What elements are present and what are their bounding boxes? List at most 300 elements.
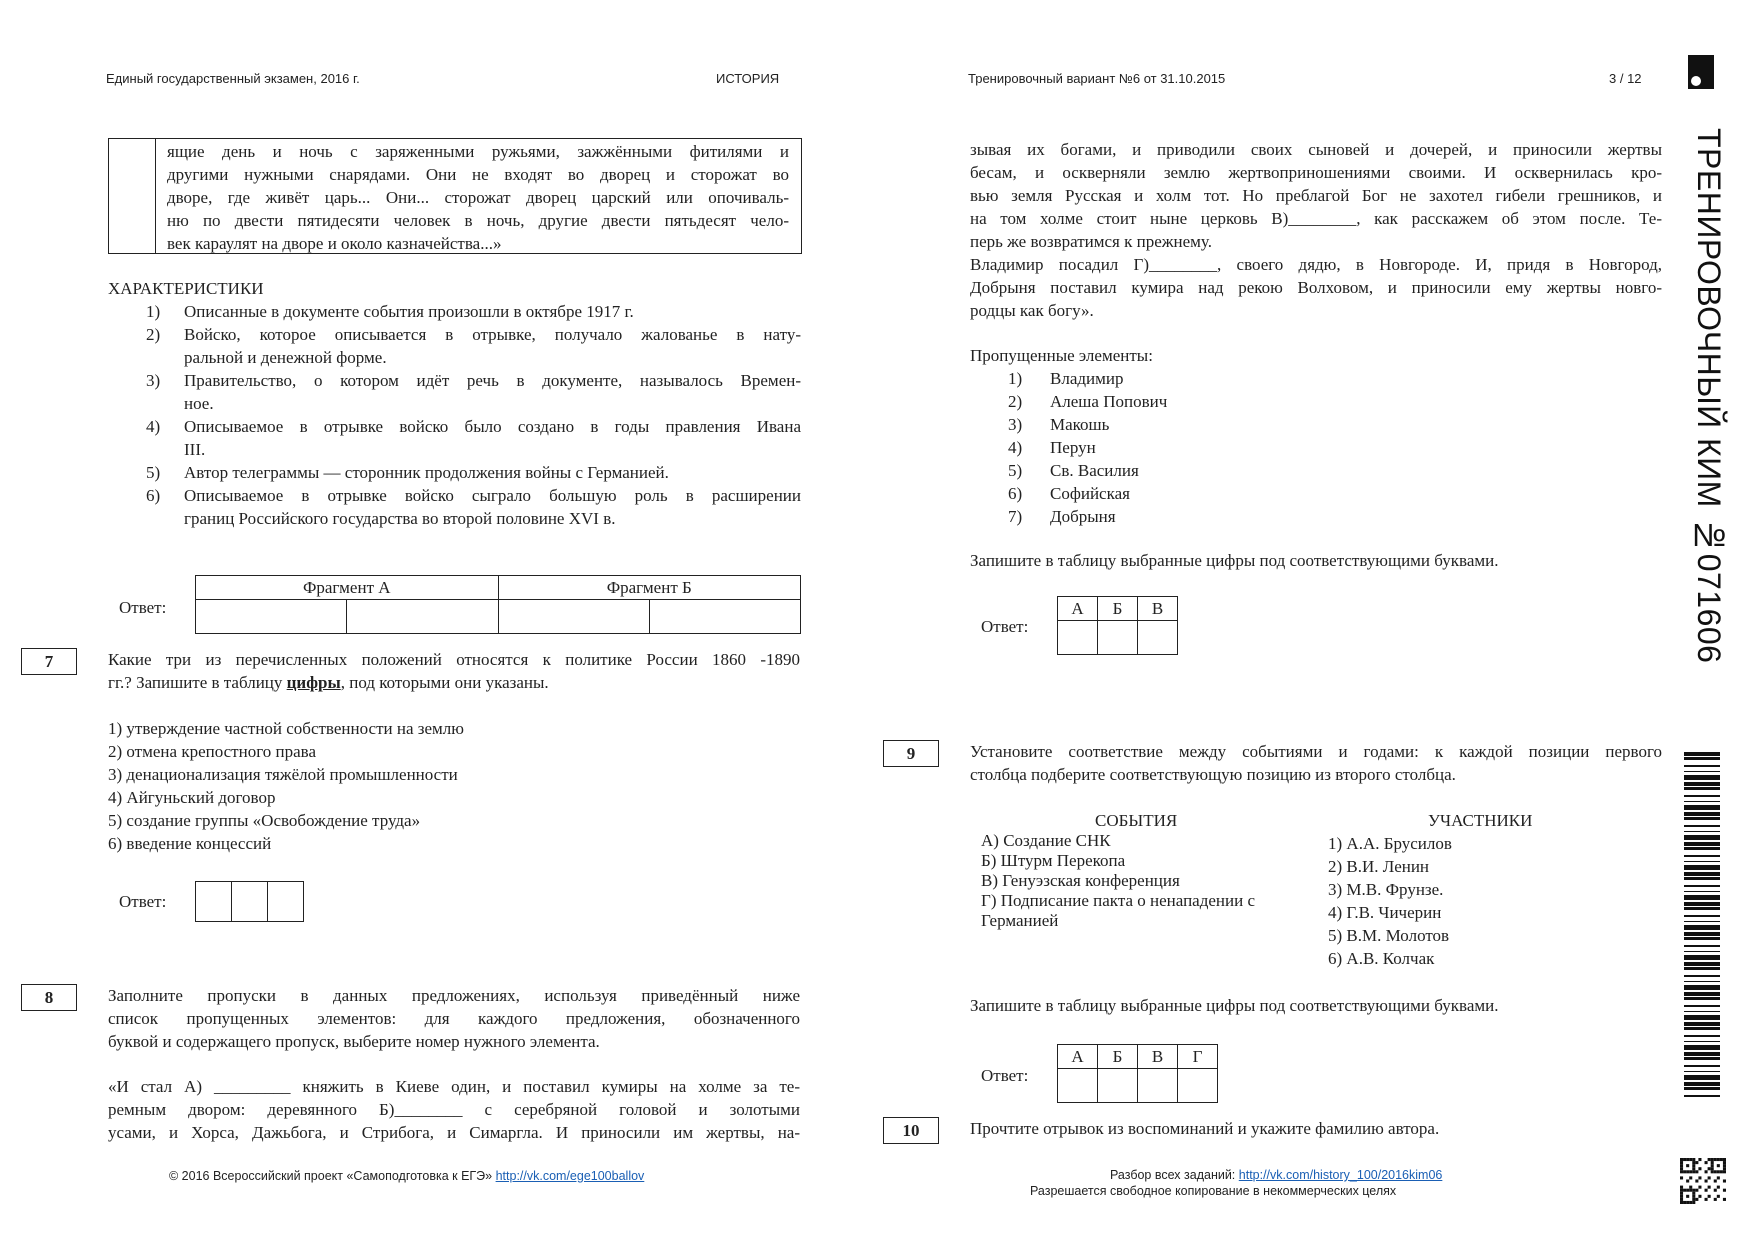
qr-cell xyxy=(1720,1170,1723,1173)
answer-cell[interactable] xyxy=(1178,1069,1218,1103)
answer-cell[interactable] xyxy=(268,882,304,922)
answer-cell[interactable] xyxy=(196,600,347,634)
quote-text xyxy=(167,140,789,255)
qr-cells xyxy=(1680,1158,1726,1204)
barcode-bar xyxy=(1684,817,1720,820)
qr-cell xyxy=(1723,1167,1726,1170)
qr-code xyxy=(1680,1158,1726,1204)
q7-option: 2) отмена крепостного права xyxy=(108,742,317,761)
q8-text-line: вью земля Русская и холм тот. Но преблагой Бог не захотел гибели грешников, и xyxy=(970,186,1662,205)
qr-cell xyxy=(1695,1170,1698,1173)
barcode-bar xyxy=(1684,771,1720,772)
item-number: 5) xyxy=(1008,461,1023,480)
q9-prompt-line: столбца подберите соответствующую позицию из второго столбца. xyxy=(970,765,1456,784)
qr-cell xyxy=(1680,1164,1683,1167)
item-text: Добрыня xyxy=(1050,507,1116,526)
qr-cell xyxy=(1680,1176,1683,1179)
q9-answer-label: Ответ: xyxy=(981,1066,1029,1085)
qr-cell xyxy=(1686,1179,1689,1182)
qr-cell xyxy=(1708,1195,1711,1198)
barcode-bar xyxy=(1684,985,1720,990)
item-number: 6) xyxy=(1008,484,1023,503)
characteristic-item xyxy=(146,369,801,415)
item-text: Софийская xyxy=(1050,484,1130,503)
footer-left xyxy=(169,1169,644,1183)
answer-cell[interactable] xyxy=(347,600,498,634)
barcode-bar xyxy=(1684,825,1720,827)
q8-text-line: на том холме стоит ныне церковь В)________, как расскажем об этом после. Те- xyxy=(970,209,1662,228)
qr-cell xyxy=(1695,1161,1698,1164)
qr-cell xyxy=(1686,1170,1689,1173)
answer-letter: В xyxy=(1138,597,1178,621)
q7-option: 6) введение концессий xyxy=(108,834,272,853)
barcode-bar xyxy=(1684,1095,1720,1097)
item-text: Описанные в документе события произошли в октябре 1917 г. xyxy=(184,302,634,321)
qr-cell xyxy=(1708,1186,1711,1189)
item-text: Описываемое в отрывке войско было создано в годы правления Ивана xyxy=(184,417,801,436)
barcode-bar xyxy=(1684,1035,1720,1037)
item-text: Владимир xyxy=(1050,369,1124,388)
barcode-bar xyxy=(1684,1082,1720,1086)
q7-answer-label: Ответ: xyxy=(119,892,167,911)
qr-cell xyxy=(1683,1201,1686,1204)
item-number: 2) xyxy=(146,325,161,344)
qr-cell xyxy=(1689,1186,1692,1189)
qr-cell xyxy=(1698,1195,1701,1198)
qr-cell xyxy=(1680,1198,1683,1201)
question-number-10: 10 xyxy=(883,1117,939,1144)
barcode-bar xyxy=(1684,842,1720,846)
q7-prompt-line xyxy=(108,671,800,694)
barcode-bar xyxy=(1684,1041,1720,1042)
q9-participant: 2) В.И. Ленин xyxy=(1328,857,1430,876)
qr-cell xyxy=(1720,1158,1723,1161)
q8-prompt-line: буквой и содержащего пропуск, выберите номер нужного элемента. xyxy=(108,1032,600,1051)
qr-cell xyxy=(1705,1179,1708,1182)
qr-cell xyxy=(1705,1189,1708,1192)
q7-prompt-line: Какие три из перечисленных положений относятся к политике России 1860 -1890 xyxy=(108,650,800,669)
barcode-bar xyxy=(1684,1075,1720,1080)
qr-cell xyxy=(1692,1198,1695,1201)
barcode-bar xyxy=(1684,1087,1720,1090)
barcode-bar xyxy=(1684,787,1720,790)
q8-missing-item xyxy=(1008,436,1167,459)
qr-cell xyxy=(1692,1192,1695,1195)
item-text: Автор телеграммы — сторонник продолжения войны с Германией. xyxy=(184,463,669,482)
qr-cell xyxy=(1689,1170,1692,1173)
q9-event: Б) Штурм Перекопа xyxy=(981,851,1126,870)
characteristics-heading: ХАРАКТЕРИСТИКИ xyxy=(108,279,264,298)
qr-cell xyxy=(1698,1167,1701,1170)
qr-cell xyxy=(1686,1158,1689,1161)
qr-cell xyxy=(1705,1161,1708,1164)
q9-event: Г) Подписание пакта о ненападении с xyxy=(981,891,1256,910)
qr-cell xyxy=(1714,1158,1717,1161)
barcode-bar xyxy=(1684,831,1720,832)
fragment-b-header: Фрагмент Б xyxy=(498,576,801,600)
barcode-bar xyxy=(1684,1045,1720,1050)
barcode-bar xyxy=(1684,962,1720,966)
barcode-bar xyxy=(1684,932,1720,936)
q8-text-line: перь же возвратимся к прежнему. xyxy=(970,232,1212,251)
barcode-bar xyxy=(1684,765,1720,767)
item-number: 3) xyxy=(1008,415,1023,434)
qr-cell xyxy=(1714,1170,1717,1173)
quote-box xyxy=(108,138,802,254)
item-number: 3) xyxy=(146,371,161,390)
barcode-bar xyxy=(1684,975,1720,977)
qr-cell xyxy=(1711,1164,1714,1167)
barcode-bar xyxy=(1684,861,1720,862)
qr-cell xyxy=(1708,1158,1711,1161)
q9-prompt-line: Установите соответствие между событиями и годами: к каждой позиции первого xyxy=(970,742,1662,761)
question-number-8: 8 xyxy=(21,984,77,1011)
item-text: Перун xyxy=(1050,438,1096,457)
characteristic-item xyxy=(146,461,801,484)
q8-text-left xyxy=(108,1075,800,1144)
qr-cell xyxy=(1723,1198,1726,1201)
q7-prompt-post: , под которыми они указаны. xyxy=(340,673,549,692)
item-number: 4) xyxy=(1008,438,1023,457)
q7-prompt xyxy=(108,648,800,694)
qr-cell xyxy=(1717,1195,1720,1198)
barcode-bar xyxy=(1684,1057,1720,1060)
barcode-bar xyxy=(1684,992,1720,996)
q8-answer-label: Ответ: xyxy=(981,617,1029,636)
barcode-bar xyxy=(1684,902,1720,906)
qr-cell xyxy=(1695,1189,1698,1192)
item-text: Войско, которое описывается в отрывке, получало жалованье в нату- xyxy=(184,325,801,344)
corner-marker xyxy=(1688,55,1714,89)
barcode-bar xyxy=(1684,1052,1720,1056)
qr-cell xyxy=(1686,1189,1689,1192)
qr-cell xyxy=(1680,1189,1683,1192)
qr-cell xyxy=(1692,1161,1695,1164)
qr-cell xyxy=(1717,1176,1720,1179)
q9-participant: 1) А.А. Брусилов xyxy=(1328,834,1452,853)
q8-missing-item xyxy=(1008,413,1167,436)
barcode-bar xyxy=(1684,812,1720,816)
answer-letter: Б xyxy=(1098,1045,1138,1069)
footer-right-link[interactable]: http://vk.com/history_100/2016kim06 xyxy=(1238,1168,1443,1182)
barcode-bar xyxy=(1684,1065,1720,1067)
q7-prompt-pre: гг.? Запишите в таблицу xyxy=(108,673,287,692)
qr-cell xyxy=(1717,1164,1720,1167)
qr-cell xyxy=(1714,1179,1717,1182)
qr-cell xyxy=(1698,1176,1701,1179)
barcode-lines xyxy=(1684,752,1720,1097)
qr-cell xyxy=(1692,1164,1695,1167)
item-text: Правительство, о котором идёт речь в документе, называлось Времен- xyxy=(184,371,801,390)
quote-line: век караулят на дворе и около казначейства...» xyxy=(167,234,502,253)
answer-cell[interactable] xyxy=(1058,1069,1098,1103)
quote-line: ню по двести пятидесяти человек в ночь, другие двести пятьдесят чело- xyxy=(167,211,789,230)
qr-cell xyxy=(1689,1189,1692,1192)
barcode-bar xyxy=(1684,1027,1720,1030)
q8-text-line: Добрыня поставил кумира над рекою Волховом, и приносили ему жертвы новго- xyxy=(970,278,1662,297)
item-number: 1) xyxy=(1008,369,1023,388)
q9-answer-table xyxy=(1057,1044,1218,1103)
q7-option: 1) утверждение частной собственности на землю xyxy=(108,719,464,738)
characteristic-item xyxy=(146,323,801,369)
qr-cell xyxy=(1683,1158,1686,1161)
answer-cell[interactable] xyxy=(1058,621,1098,655)
barcode-bar xyxy=(1684,775,1720,780)
q9-participants-heading: УЧАСТНИКИ xyxy=(1428,811,1533,830)
q9-event: А) Создание СНК xyxy=(981,831,1111,850)
footer-copy-note: Разрешается свободное копирование в некоммерческих целях xyxy=(1030,1184,1397,1198)
q8-text-line: усами, и Хорса, Дажьбога, и Стрибога, и Симаргла. И приносили им жертвы, на- xyxy=(108,1123,800,1142)
answer-cell[interactable] xyxy=(196,882,232,922)
answer-letter: В xyxy=(1138,1045,1178,1069)
fragment-a-header: Фрагмент А xyxy=(196,576,499,600)
qr-cell xyxy=(1695,1179,1698,1182)
q8-missing-item xyxy=(1008,459,1167,482)
barcode-bar xyxy=(1684,955,1720,960)
q9-event: Германией xyxy=(981,911,1059,930)
q7-answer-table xyxy=(195,881,304,922)
barcode-bar xyxy=(1684,1022,1720,1026)
qr-cell xyxy=(1683,1189,1686,1192)
qr-cell xyxy=(1680,1195,1683,1198)
barcode-bar xyxy=(1684,782,1720,786)
side-title: ТРЕНИРОВОЧНЫЙ КИМ №071606 xyxy=(1691,128,1727,664)
qr-cell xyxy=(1714,1198,1717,1201)
qr-cell xyxy=(1680,1170,1683,1173)
item-number: 1) xyxy=(146,302,161,321)
q7-option: 3) денационализация тяжёлой промышленности xyxy=(108,765,458,784)
answer-cell[interactable] xyxy=(232,882,268,922)
q9-events-heading: СОБЫТИЯ xyxy=(1095,811,1178,830)
barcode-bar xyxy=(1684,1015,1720,1020)
qr-cell xyxy=(1705,1170,1708,1173)
answer-cell[interactable] xyxy=(1098,621,1138,655)
q9-participant: 6) А.В. Колчак xyxy=(1328,949,1435,968)
barcode-bar xyxy=(1684,945,1720,947)
qr-cell xyxy=(1680,1192,1683,1195)
barcode-bar xyxy=(1684,1011,1720,1012)
barcode-bar xyxy=(1684,795,1720,797)
qr-cell xyxy=(1680,1201,1683,1204)
q9-events xyxy=(981,831,1255,931)
qr-cell xyxy=(1689,1176,1692,1179)
q7-option: 4) Айгуньский договор xyxy=(108,788,276,807)
answer-cell[interactable] xyxy=(498,600,649,634)
item-text: Макошь xyxy=(1050,415,1110,434)
qr-cell xyxy=(1708,1167,1711,1170)
barcode-bar xyxy=(1684,865,1720,870)
q10-prompt: Прочтите отрывок из воспоминаний и укажите фамилию автора. xyxy=(970,1119,1440,1138)
quote-line: ящие день и ночь с заряженными ружьями, зажжёнными фитилями и xyxy=(167,142,789,161)
answer-cell[interactable] xyxy=(1138,1069,1178,1103)
q8-text-line: Владимир посадил Г)________, своего дядю, в Новгороде. И, придя в Новгород, xyxy=(970,255,1662,274)
barcode-bar xyxy=(1684,921,1720,922)
qr-cell xyxy=(1680,1186,1683,1189)
qr-cell xyxy=(1689,1158,1692,1161)
item-number: 5) xyxy=(146,463,161,482)
barcode-bar xyxy=(1684,997,1720,1000)
answer-cell[interactable] xyxy=(649,600,800,634)
header-exam-title: Единый государственный экзамен, 2016 г. xyxy=(106,71,360,86)
item-number: 7) xyxy=(1008,507,1023,526)
item-text: границ Российского государства во второй половине XVI в. xyxy=(184,509,616,528)
qr-cell xyxy=(1692,1189,1695,1192)
barcode-bar xyxy=(1684,757,1720,760)
q8-missing-item xyxy=(1008,482,1167,505)
item-text: Описываемое в отрывке войско сыграло большую роль в расширении xyxy=(184,486,801,505)
qr-cell xyxy=(1692,1158,1695,1161)
qr-cell xyxy=(1686,1195,1689,1198)
item-number: 2) xyxy=(1008,392,1023,411)
barcode-bar xyxy=(1684,891,1720,892)
qr-cell xyxy=(1717,1158,1720,1161)
characteristic-item xyxy=(146,415,801,461)
qr-cell xyxy=(1698,1186,1701,1189)
qr-cell xyxy=(1723,1161,1726,1164)
characteristic-item xyxy=(146,484,801,530)
qr-cell xyxy=(1723,1164,1726,1167)
barcode-bar xyxy=(1684,801,1720,802)
corner-marker-dot xyxy=(1691,76,1701,86)
q9-participant: 3) М.В. Фрунзе. xyxy=(1328,880,1444,899)
q8-instruction: Запишите в таблицу выбранные цифры под соответствующими буквами. xyxy=(970,551,1499,570)
answer-letter: А xyxy=(1058,597,1098,621)
barcode-bar xyxy=(1684,1071,1720,1072)
q9-event: В) Генуэзская конференция xyxy=(981,871,1180,890)
characteristics-list xyxy=(146,300,801,530)
qr-cell xyxy=(1683,1170,1686,1173)
qr-cell xyxy=(1711,1170,1714,1173)
q8-missing-list xyxy=(1008,367,1167,528)
answer-letter: Г xyxy=(1178,1045,1218,1069)
item-number: 6) xyxy=(146,486,161,505)
barcode-bar xyxy=(1684,805,1720,810)
question-number-7: 7 xyxy=(21,648,77,675)
q7-prompt-bold: цифры xyxy=(286,673,341,692)
qr-cell xyxy=(1723,1158,1726,1161)
qr-cell xyxy=(1692,1195,1695,1198)
qr-cell xyxy=(1723,1179,1726,1182)
barcode-bar xyxy=(1684,907,1720,910)
qr-cell xyxy=(1711,1161,1714,1164)
q8-missing-heading: Пропущенные элементы: xyxy=(970,346,1153,365)
qr-cell xyxy=(1723,1189,1726,1192)
barcode-bar xyxy=(1684,981,1720,982)
qr-cell xyxy=(1692,1170,1695,1173)
barcode-bar xyxy=(1684,835,1720,840)
qr-cell xyxy=(1686,1201,1689,1204)
qr-cell xyxy=(1711,1158,1714,1161)
qr-cell xyxy=(1692,1167,1695,1170)
qr-cell xyxy=(1714,1189,1717,1192)
item-number: 4) xyxy=(146,417,161,436)
q8-prompt-line: Заполните пропуски в данных предложениях, используя приведённый ниже xyxy=(108,986,800,1005)
answer-cell[interactable] xyxy=(1098,1069,1138,1103)
q7-options xyxy=(108,717,464,855)
qr-cell xyxy=(1705,1198,1708,1201)
q8-prompt-line: список пропущенных элементов: для каждого предложения, обозначенного xyxy=(108,1009,800,1028)
qr-cell xyxy=(1686,1164,1689,1167)
q8-prompt xyxy=(108,984,800,1053)
footer-right-text: Разбор всех заданий: xyxy=(1110,1168,1239,1182)
item-text: Св. Василия xyxy=(1050,461,1139,480)
answer-letter: Б xyxy=(1098,597,1138,621)
q8-missing-item xyxy=(1008,367,1167,390)
quote-line: другими нужными снарядами. Они не входят во дворец и сторожат во xyxy=(167,165,789,184)
barcode-bar xyxy=(1684,877,1720,880)
footer-left-link[interactable]: http://vk.com/ege100ballov xyxy=(495,1169,645,1183)
barcode-bar xyxy=(1684,895,1720,900)
qr-cell xyxy=(1680,1167,1683,1170)
fragment-answer-table xyxy=(195,575,801,634)
q8-answer-table xyxy=(1057,596,1178,655)
barcode-bar xyxy=(1684,937,1720,940)
q8-missing-item xyxy=(1008,505,1167,528)
item-text: III. xyxy=(184,440,206,459)
barcode-bar xyxy=(1684,951,1720,952)
barcode-bar xyxy=(1684,925,1720,930)
qr-cell xyxy=(1698,1158,1701,1161)
footer-left-text: © 2016 Всероссийский проект «Самоподготовка к ЕГЭ» xyxy=(169,1169,496,1183)
quote-box-divider xyxy=(155,139,156,253)
q8-text-line: бесам, и оскверняли землю жертвоприношениями своими. И осквернилась кро- xyxy=(970,163,1662,182)
qr-cell xyxy=(1708,1176,1711,1179)
qr-cell xyxy=(1680,1161,1683,1164)
header-page-number: 3 / 12 xyxy=(1609,71,1642,86)
q8-text-line: ремным двором: деревянного Б)________ с серебряной головой и золотыми xyxy=(108,1100,800,1119)
qr-cell xyxy=(1723,1170,1726,1173)
barcode-bar xyxy=(1684,885,1720,887)
answer-cell[interactable] xyxy=(1138,621,1178,655)
footer-right xyxy=(1110,1168,1442,1182)
barcode-bar xyxy=(1684,872,1720,876)
barcode-bar xyxy=(1684,847,1720,850)
q9-participant: 4) Г.В. Чичерин xyxy=(1328,903,1442,922)
q9-participant: 5) В.М. Молотов xyxy=(1328,926,1450,945)
header-variant: Тренировочный вариант №6 от 31.10.2015 xyxy=(968,71,1226,86)
qr-cell xyxy=(1692,1201,1695,1204)
q8-text-line: родцы как богу». xyxy=(970,301,1094,320)
item-text: ральной и денежной форме. xyxy=(184,348,387,367)
q9-prompt xyxy=(970,740,1662,786)
q8-missing-item xyxy=(1008,390,1167,413)
qr-cell xyxy=(1680,1158,1683,1161)
qr-cell xyxy=(1695,1198,1698,1201)
q8-text-right xyxy=(970,138,1662,322)
qr-cell xyxy=(1717,1170,1720,1173)
answer-letter: А xyxy=(1058,1045,1098,1069)
barcode xyxy=(1684,752,1720,1100)
barcode-bar xyxy=(1684,967,1720,970)
barcode-bar xyxy=(1684,1005,1720,1007)
qr-cell xyxy=(1711,1167,1714,1170)
item-text: ное. xyxy=(184,394,214,413)
barcode-bar xyxy=(1684,915,1720,917)
barcode-bar xyxy=(1684,855,1720,857)
header-subject: ИСТОРИЯ xyxy=(716,71,780,86)
quote-line: дворе, где живёт царь... Они... сторожат дворец царский или опочиваль- xyxy=(167,188,789,207)
q9-instruction: Запишите в таблицу выбранные цифры под соответствующими буквами. xyxy=(970,996,1499,1015)
q8-text-line: зывая их богами, и приводили своих сыновей и дочерей, и приносили жертвы xyxy=(970,140,1662,159)
characteristic-item xyxy=(146,300,801,323)
qr-cell xyxy=(1717,1186,1720,1189)
question-number-9: 9 xyxy=(883,740,939,767)
q7-option: 5) создание группы «Освобождение труда» xyxy=(108,811,421,830)
answer-label: Ответ: xyxy=(119,598,167,617)
barcode-bar xyxy=(1684,752,1720,756)
qr-cell xyxy=(1689,1201,1692,1204)
item-text: Алеша Попович xyxy=(1050,392,1168,411)
